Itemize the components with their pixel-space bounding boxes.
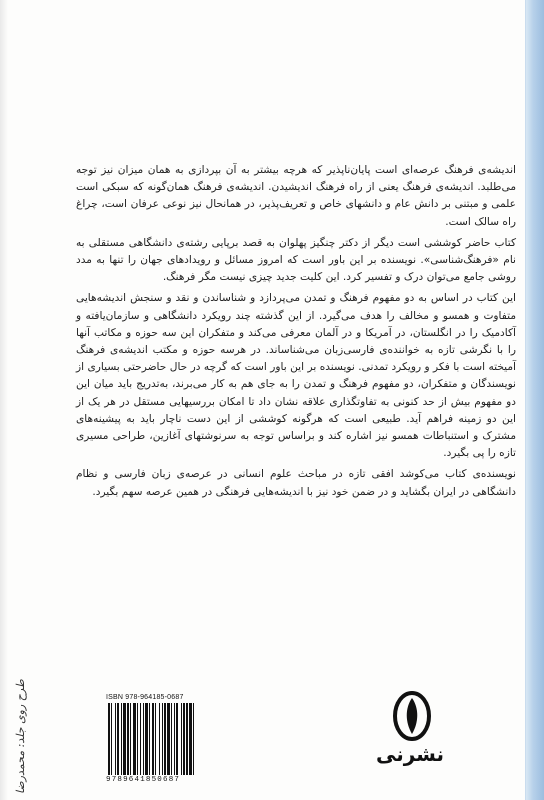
cover-design-credit: طرح روی جلد: محمدرضا xyxy=(14,679,27,794)
isbn-barcode-block xyxy=(106,694,234,784)
barcode-digits: 9789641850687 xyxy=(106,776,181,784)
blue-spine-strip xyxy=(525,0,544,800)
blurb-text xyxy=(76,162,516,505)
isbn-label: ISBN 978-964185-0687 xyxy=(106,694,184,701)
blurb-paragraph-1: اندیشه‌ی فرهنگ عرصه‌ای است پایان‌ناپذیر که هرچه بیشتر به آن بپردازی به همان میزان نیز توجه می‌طلبد. اندیشه‌ی فرهنگ یعنی از راه فرهنگ اندیشیدن. اندیشه‌ی فرهنگ همان‌گونه که سبکی است علمی و مبتنی بر دانش عام و دانشهای خاص و تعریف‌پذیر، در همانحال نیز نوعی عرفان است، چراغ راه سالک است. xyxy=(76,164,516,228)
blurb-paragraph-2: کتاب حاضر کوششی است دیگر از دکتر چنگیز پهلوان به قصد برپایی رشته‌ی دانشگاهی مستقلی به نام «فرهنگ‌شناسی». نویسنده بر این باور است که امروز مسائل و رویدادهای جهان را تنها به مدد روشی جامع می‌توان درک و تفسیر کرد. این کلیت جدید چیزی نیست مگر فرهنگ. xyxy=(76,236,516,284)
publisher-name: نشرنی xyxy=(375,742,444,766)
cover-left-edge xyxy=(0,0,8,800)
blurb-paragraph-4: نویسنده‌ی کتاب می‌کوشد افقی تازه در مباحث علوم انسانی در عرصه‌ی زبان فارسی و نظام دانشگاهی در ایران بگشاید و در ضمن خود نیز با اندیشه‌هایی فرهنگی در همین عرصه سهم بگیرد. xyxy=(76,468,516,498)
barcode-icon xyxy=(106,703,234,775)
reed-leaf-in-circle-icon xyxy=(392,690,432,742)
blurb-paragraph-3: این کتاب در اساس به دو مفهوم فرهنگ و تمدن می‌پردازد و شناساندن و نقد و سنجش اندیشه‌هایی متفاوت و همسو و مخالف را هدف می‌گیرد. از این گذشته چند رویکرد دانشگاهی و سازمان‌یافته و آکادمیک را در انگلستان، در آمریکا و در آلمان معرفی می‌کند و متفکران این سه حوزه و مکاتب آنها را با نگرشی تازه به خواننده‌ی فارسی‌زبان می‌شناساند. در هرسه حوزه و مکتب اندیشه‌ی فرهنگ آمیخته است با فکر و رویکرد تمدنی. نویسنده بر این باور است که گرچه در حال حاضرحتی بسیاری از نویسندگان و متفکران، دو مفهوم فرهنگ و تمدن را به جای هم به کار می‌برند، به‌تدریج باید میان این دو مفهوم بیش از حد کنونی به تفاوتگذاری علاقه نشان داد تا امکان بررسیهایی مستقل در هر یک از این دو زمینه فراهم آید. طبیعی است که هرگونه کوششی از این دست ناچار باید به پیشینه‌های مشترک و استنباطات همسو نیز اشاره کند و براساس توجه به سرنوشتهای آغازین، طراحی مسیری تازه را پی بگیرد. xyxy=(76,292,516,460)
